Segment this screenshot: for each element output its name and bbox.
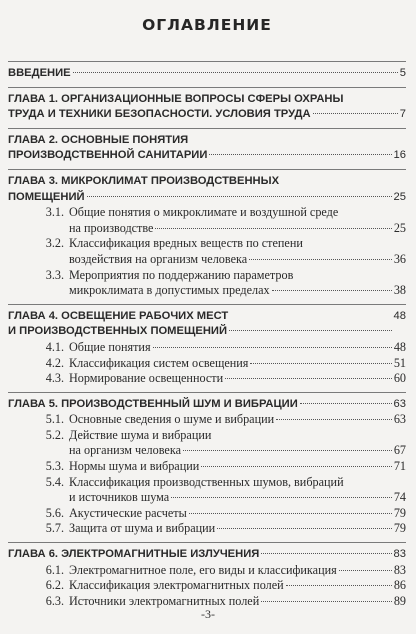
dot-leader <box>229 330 392 331</box>
section-title-line2: на организм человека <box>69 443 181 458</box>
section-5-4 <box>8 475 406 506</box>
toc-title: ОГЛАВЛЕНИЕ <box>142 16 272 34</box>
entry-page: 79 <box>393 505 406 520</box>
section-title-line1: Общие понятия о микроклимате и воздушной среде <box>69 205 339 220</box>
chapter-title-line2: ПРОИЗВОДСТВЕННОЙ САНИТАРИИ <box>8 149 208 162</box>
toc-entry-chapter-3 <box>8 170 406 304</box>
dot-leader <box>261 553 391 554</box>
toc-entry-chapter-5 <box>8 393 406 542</box>
dot-leader <box>189 513 392 514</box>
entry-page: 83 <box>393 562 406 577</box>
entry-page: 48 <box>393 339 406 354</box>
section-number: 6.3. <box>45 593 64 608</box>
section-number: 6.2. <box>45 578 64 593</box>
entry-page: 36 <box>393 251 406 266</box>
dot-leader <box>249 259 392 260</box>
entry-page: 48 <box>393 309 406 322</box>
section-5-6 <box>8 506 406 522</box>
section-3-1 <box>8 205 406 236</box>
dot-leader <box>171 497 392 498</box>
toc-list <box>8 61 406 614</box>
section-title-line2: и источников шума <box>69 490 170 505</box>
section-title-line1: Классификация вредных веществ по степени <box>69 236 303 251</box>
section-title: Электромагнитное поле, его виды и классификация <box>69 562 337 577</box>
section-title: Источники электромагнитных полей <box>69 593 260 608</box>
section-number: 5.2. <box>45 427 64 442</box>
section-number: 6.1. <box>45 562 64 577</box>
dot-leader <box>261 601 392 602</box>
section-title-line1: Действие шума и вибрации <box>69 427 212 442</box>
section-title: Классификация электромагнитных полей <box>69 578 284 593</box>
section-5-3 <box>8 459 406 475</box>
section-title: Общие понятия <box>69 339 151 354</box>
section-3-3 <box>8 268 406 299</box>
chapter-title: ГЛАВА 5. ПРОИЗВОДСТВЕННЫЙ ШУМ И ВИБРАЦИИ <box>8 397 298 410</box>
dot-leader <box>153 347 392 348</box>
entry-page: 63 <box>393 397 406 410</box>
section-number: 3.2. <box>45 236 64 251</box>
section-number: 5.7. <box>45 521 64 536</box>
section-5-2 <box>8 428 406 459</box>
entry-page: 71 <box>393 459 406 474</box>
dot-leader <box>300 403 392 404</box>
chapter-title-line2: ТРУДА И ТЕХНИКИ БЕЗОПАСНОСТИ. УСЛОВИЯ ТРУДА <box>8 108 311 121</box>
dot-leader <box>87 196 392 197</box>
chapter-title-line1: ГЛАВА 1. ОРГАНИЗАЦИОННЫЕ ВОПРОСЫ СФЕРЫ ОХРАНЫ <box>8 92 344 105</box>
toc-entry-chapter-4 <box>8 305 406 392</box>
section-number: 3.1. <box>45 205 64 220</box>
section-number: 5.4. <box>45 474 64 489</box>
entry-page: 51 <box>393 355 406 370</box>
entry-page: 25 <box>393 220 406 235</box>
entry-page: 83 <box>393 548 406 561</box>
section-5-1 <box>8 412 406 428</box>
section-number: 4.2. <box>45 355 64 370</box>
entry-page: 89 <box>393 593 406 608</box>
section-title-line2: на производстве <box>69 220 154 235</box>
section-3-2 <box>8 236 406 267</box>
section-number: 3.3. <box>45 267 64 282</box>
section-number: 4.3. <box>45 371 64 386</box>
entry-page: 86 <box>393 578 406 593</box>
chapter-title: ГЛАВА 6. ЭЛЕКТРОМАГНИТНЫЕ ИЗЛУЧЕНИЯ <box>8 548 260 561</box>
entry-page: 60 <box>393 371 406 386</box>
dot-leader <box>73 72 398 73</box>
section-6-2 <box>8 578 406 594</box>
entry-page: 63 <box>393 412 406 427</box>
section-title-line1: Мероприятия по поддержанию параметров <box>69 267 294 282</box>
section-title-line2: микроклимата в допустимых пределах <box>69 283 270 298</box>
toc-entry-intro <box>8 62 406 87</box>
entry-page: 74 <box>393 490 406 505</box>
toc-entry-chapter-2 <box>8 129 406 169</box>
dot-leader <box>250 363 391 364</box>
section-number: 5.3. <box>45 459 64 474</box>
section-6-1 <box>8 563 406 579</box>
entry-page: 25 <box>393 190 406 203</box>
entry-page: 7 <box>399 108 406 121</box>
chapter-title-line1: ГЛАВА 4. ОСВЕЩЕНИЕ РАБОЧИХ МЕСТ <box>8 309 229 322</box>
entry-page: 67 <box>393 443 406 458</box>
section-title-line2: воздействия на организм человека <box>69 251 248 266</box>
dot-leader <box>155 228 391 229</box>
dot-leader <box>209 154 391 155</box>
section-title: Защита от шума и вибрации <box>69 521 216 536</box>
dot-leader <box>339 570 392 571</box>
toc-entry-chapter-6 <box>8 543 406 614</box>
page-number: -3- <box>201 607 215 621</box>
dot-leader <box>201 466 392 467</box>
chapter-title-line1: ГЛАВА 2. ОСНОВНЫЕ ПОНЯТИЯ <box>8 133 189 146</box>
section-4-2 <box>8 356 406 372</box>
section-5-7 <box>8 521 406 537</box>
section-title: Классификация систем освещения <box>69 355 249 370</box>
entry-page: 5 <box>399 67 406 79</box>
entry-page: 16 <box>393 149 406 162</box>
dot-leader <box>286 585 392 586</box>
toc-entry-chapter-1 <box>8 88 406 128</box>
section-number: 5.1. <box>45 412 64 427</box>
chapter-title-line1: ГЛАВА 3. МИКРОКЛИМАТ ПРОИЗВОДСТВЕННЫХ <box>8 174 280 187</box>
dot-leader <box>225 378 392 379</box>
section-title: Основные сведения о шуме и вибрации <box>69 412 275 427</box>
dot-leader <box>272 290 392 291</box>
entry-page: 38 <box>393 283 406 298</box>
section-number: 5.6. <box>45 505 64 520</box>
section-title: Нормирование освещенности <box>69 371 224 386</box>
section-title: Акустические расчеты <box>69 505 187 520</box>
section-4-3 <box>8 371 406 387</box>
entry-page: 79 <box>393 521 406 536</box>
dot-leader <box>313 113 398 114</box>
dot-leader <box>183 450 392 451</box>
section-number: 4.1. <box>45 339 64 354</box>
section-title: Нормы шума и вибрации <box>69 459 200 474</box>
section-4-1 <box>8 340 406 356</box>
chapter-title-line2: И ПРОИЗВОДСТВЕННЫХ ПОМЕЩЕНИЙ <box>8 325 227 338</box>
chapter-title-line2: ПОМЕЩЕНИЙ <box>8 190 85 203</box>
dot-leader <box>276 419 392 420</box>
entry-title: ВВЕДЕНИЕ <box>8 67 71 79</box>
section-title-line1: Классификация производственных шумов, вибраций <box>69 474 344 489</box>
dot-leader <box>217 528 392 529</box>
